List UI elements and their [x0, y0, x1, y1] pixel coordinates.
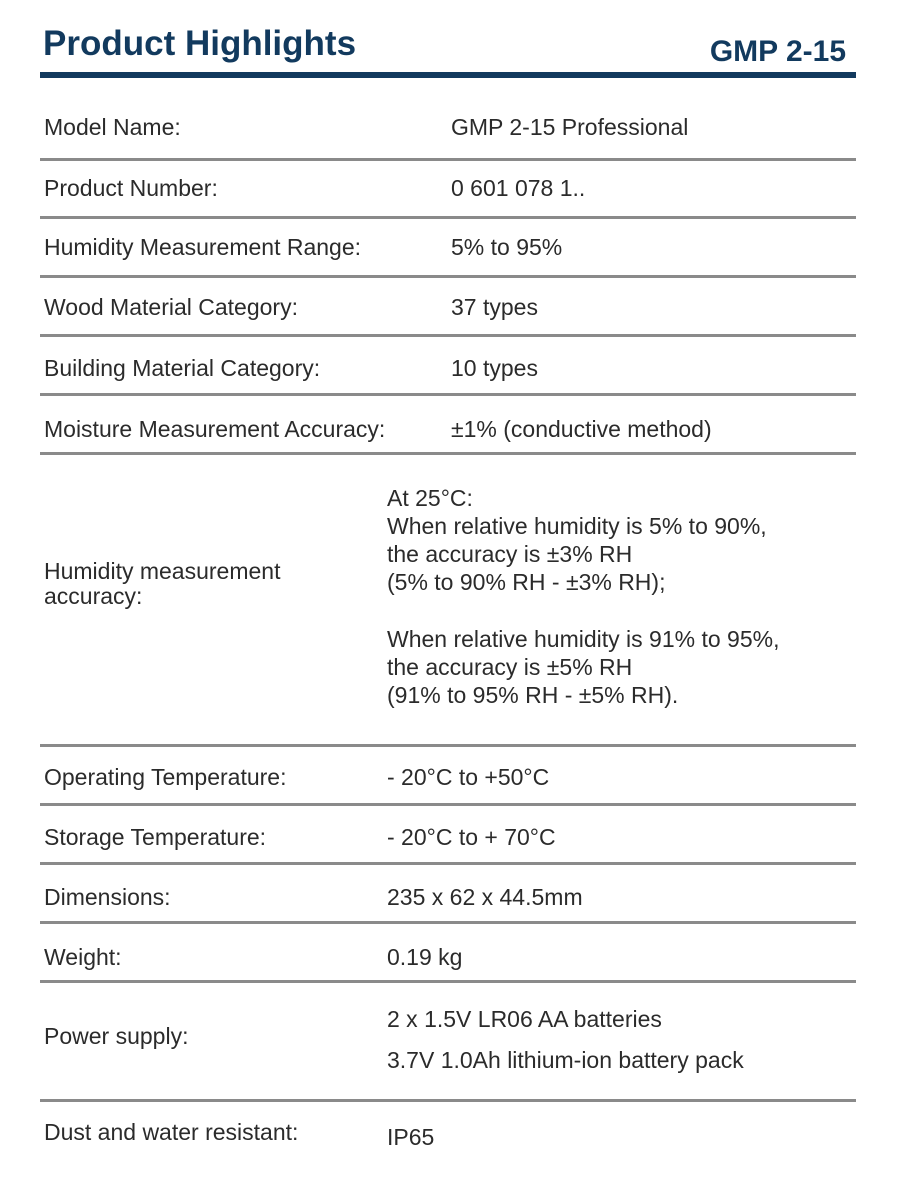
spec-row-model-name	[40, 98, 856, 161]
spec-label: Building Material Category:	[44, 355, 321, 381]
spec-value-line: the accuracy is ±3% RH	[387, 541, 633, 567]
spec-value: 235 x 62 x 44.5mm	[387, 884, 583, 910]
spec-row-wood-category	[40, 278, 856, 337]
spec-value: ±1% (conductive method)	[451, 416, 712, 442]
spec-label: Wood Material Category:	[44, 294, 298, 320]
header-divider	[40, 72, 856, 78]
spec-row-power-supply	[40, 983, 856, 1102]
spec-row-dust-water	[40, 1102, 856, 1162]
spec-label: Product Number:	[44, 175, 218, 201]
spec-label: Model Name:	[44, 114, 181, 140]
spec-value-line: (91% to 95% RH - ±5% RH).	[387, 682, 679, 708]
spec-value: 2 x 1.5V LR06 AA batteries	[387, 1006, 662, 1032]
spec-row-storage-temp	[40, 806, 856, 865]
spec-value: 5% to 95%	[451, 234, 563, 260]
spec-row-moisture-accuracy	[40, 396, 856, 455]
spec-row-product-number	[40, 161, 856, 219]
page-title: Product Highlights	[43, 24, 357, 63]
spec-value: GMP 2-15 Professional	[451, 114, 689, 140]
spec-value-line: At 25°C:	[387, 485, 473, 511]
spec-value-line: When relative humidity is 91% to 95%,	[387, 626, 780, 652]
spec-label: Moisture Measurement Accuracy:	[44, 416, 386, 442]
spec-value-line: the accuracy is ±5% RH	[387, 654, 633, 680]
spec-value: - 20°C to + 70°C	[387, 824, 556, 850]
spec-value: 10 types	[451, 355, 538, 381]
spec-value: 3.7V 1.0Ah lithium-ion battery pack	[387, 1047, 744, 1073]
spec-label-line: Humidity measurement	[44, 558, 281, 584]
spec-row-operating-temp	[40, 747, 856, 806]
spec-row-humidity-range	[40, 219, 856, 278]
spec-value	[387, 484, 779, 709]
spec-value-line: (5% to 90% RH - ±3% RH);	[387, 569, 666, 595]
model-tag: GMP 2-15	[709, 35, 846, 68]
spec-row-building-category	[40, 337, 856, 396]
spec-value: 37 types	[451, 294, 538, 320]
spec-label: Dimensions:	[44, 884, 171, 910]
spec-value: 0 601 078 1..	[451, 175, 586, 201]
spec-value: - 20°C to +50°C	[387, 764, 550, 790]
spec-label: Humidity Measurement Range:	[44, 234, 362, 260]
spec-label: Storage Temperature:	[44, 824, 267, 850]
spec-row-weight	[40, 924, 856, 983]
spec-label: Power supply:	[44, 1023, 189, 1049]
spec-label	[44, 559, 280, 609]
page-header	[40, 0, 856, 82]
spec-value-line: When relative humidity is 5% to 90%,	[387, 513, 767, 539]
spec-label: Weight:	[44, 944, 122, 970]
spec-value: 0.19 kg	[387, 944, 463, 970]
spec-row-dimensions	[40, 865, 856, 924]
spec-label: Dust and water resistant:	[44, 1119, 299, 1145]
spec-label: Operating Temperature:	[44, 764, 287, 790]
spec-row-humidity-accuracy	[40, 455, 856, 747]
spec-value: IP65	[387, 1124, 435, 1150]
spec-label-line: accuracy:	[44, 583, 143, 609]
